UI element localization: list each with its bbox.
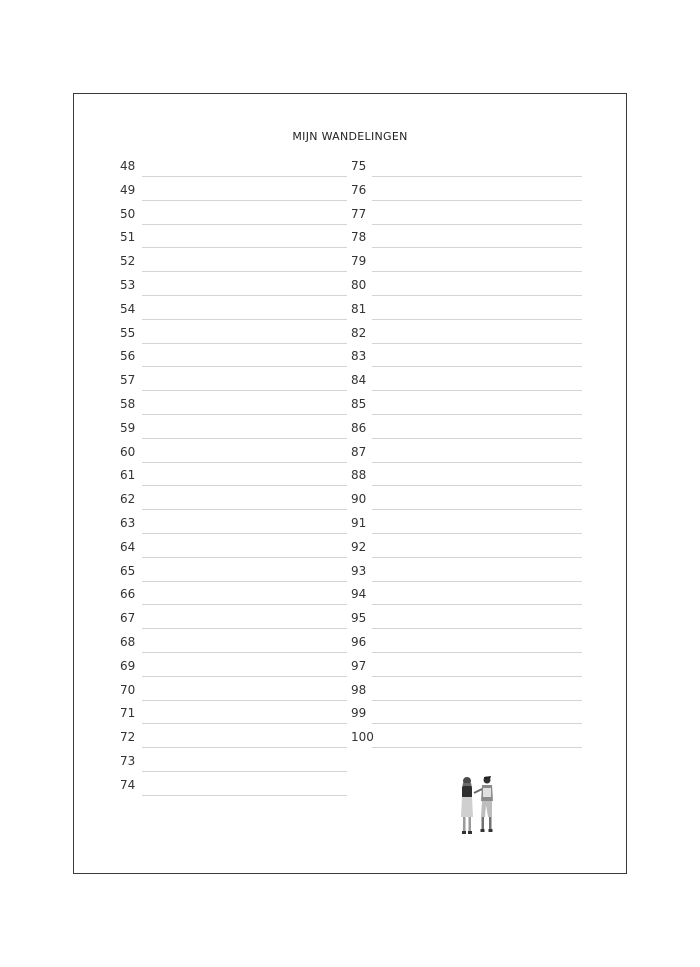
row-number: 61 <box>120 468 136 483</box>
list-row <box>351 700 582 724</box>
row-number: 85 <box>351 397 367 411</box>
list-row <box>120 272 347 296</box>
row-number: 54 <box>120 301 136 316</box>
row-number: 65 <box>120 563 136 578</box>
row-number: 68 <box>120 635 136 649</box>
row-number: 83 <box>351 349 367 364</box>
row-number: 84 <box>351 373 367 388</box>
list-row <box>120 439 347 463</box>
list-row <box>351 724 582 748</box>
row-number: 66 <box>120 587 136 602</box>
list-row <box>120 248 347 272</box>
row-number: 48 <box>120 159 136 173</box>
list-row <box>351 177 582 201</box>
list-row <box>120 415 347 439</box>
list-row <box>120 748 347 772</box>
row-number: 96 <box>351 635 367 649</box>
row-number: 75 <box>351 159 367 173</box>
row-number: 52 <box>120 254 136 269</box>
row-number: 64 <box>120 539 136 554</box>
list-row <box>351 439 582 463</box>
row-number: 80 <box>351 278 367 292</box>
list-row <box>351 558 582 582</box>
row-number: 71 <box>120 706 136 721</box>
list-row <box>351 367 582 391</box>
row-number: 58 <box>120 397 136 411</box>
row-number: 62 <box>120 492 136 507</box>
list-row <box>120 224 347 248</box>
row-number: 81 <box>351 301 367 316</box>
list-row <box>351 462 582 486</box>
list-row <box>351 415 582 439</box>
list-row <box>351 224 582 248</box>
row-number: 100 <box>351 730 374 745</box>
list-row <box>120 510 347 534</box>
row-number: 51 <box>120 230 136 245</box>
row-number: 93 <box>351 563 367 578</box>
list-row <box>351 391 582 415</box>
row-number: 72 <box>120 730 136 745</box>
list-row <box>351 486 582 510</box>
row-number: 59 <box>120 420 136 435</box>
list-row <box>120 629 347 653</box>
row-number: 99 <box>351 706 367 721</box>
row-number: 50 <box>120 206 136 221</box>
list-row <box>120 558 347 582</box>
list-row <box>351 581 582 605</box>
list-row <box>351 320 582 344</box>
list-row <box>351 605 582 629</box>
row-number: 79 <box>351 254 367 269</box>
list-row <box>120 772 347 796</box>
list-row <box>351 272 582 296</box>
list-row <box>120 343 347 367</box>
list-row <box>120 391 347 415</box>
row-number: 69 <box>120 658 136 673</box>
row-number: 55 <box>120 325 136 340</box>
row-number: 56 <box>120 349 136 364</box>
row-number: 67 <box>120 611 136 626</box>
list-row <box>351 677 582 701</box>
page-title: MIJN WANDELINGEN <box>292 130 408 143</box>
list-row <box>120 177 347 201</box>
row-number: 63 <box>120 516 136 530</box>
list-row <box>351 629 582 653</box>
row-number: 49 <box>120 182 136 197</box>
row-number: 82 <box>351 325 367 340</box>
row-number: 95 <box>351 611 367 626</box>
list-row <box>351 534 582 558</box>
row-number: 57 <box>120 373 136 388</box>
row-number: 87 <box>351 444 367 459</box>
row-number: 76 <box>351 182 367 197</box>
list-row <box>351 296 582 320</box>
list-row <box>351 343 582 367</box>
list-row <box>120 605 347 629</box>
row-number: 92 <box>351 539 367 554</box>
ruled-line <box>372 747 582 748</box>
row-number: 94 <box>351 587 367 602</box>
row-number: 53 <box>120 278 136 292</box>
list-row <box>120 320 347 344</box>
row-number: 91 <box>351 516 367 530</box>
row-number: 86 <box>351 420 367 435</box>
list-row <box>351 201 582 225</box>
list-row <box>351 653 582 677</box>
row-number: 78 <box>351 230 367 245</box>
row-number: 60 <box>120 444 136 459</box>
ruled-line <box>142 795 347 796</box>
list-row <box>120 367 347 391</box>
list-row <box>120 486 347 510</box>
row-number: 77 <box>351 206 367 221</box>
list-row <box>120 581 347 605</box>
list-row <box>120 700 347 724</box>
list-row <box>120 462 347 486</box>
list-row <box>120 724 347 748</box>
row-number: 98 <box>351 682 367 697</box>
list-row <box>120 296 347 320</box>
row-number: 74 <box>120 777 136 792</box>
row-number: 97 <box>351 658 367 673</box>
row-number: 73 <box>120 754 136 768</box>
list-row <box>351 510 582 534</box>
list-row <box>120 653 347 677</box>
list-row <box>120 534 347 558</box>
list-row <box>351 248 582 272</box>
list-row <box>120 201 347 225</box>
two-walkers-icon <box>455 775 505 837</box>
list-row <box>120 153 347 177</box>
list-row <box>120 677 347 701</box>
row-number: 70 <box>120 682 136 697</box>
row-number: 88 <box>351 468 367 483</box>
row-number: 90 <box>351 492 367 507</box>
list-row <box>351 153 582 177</box>
